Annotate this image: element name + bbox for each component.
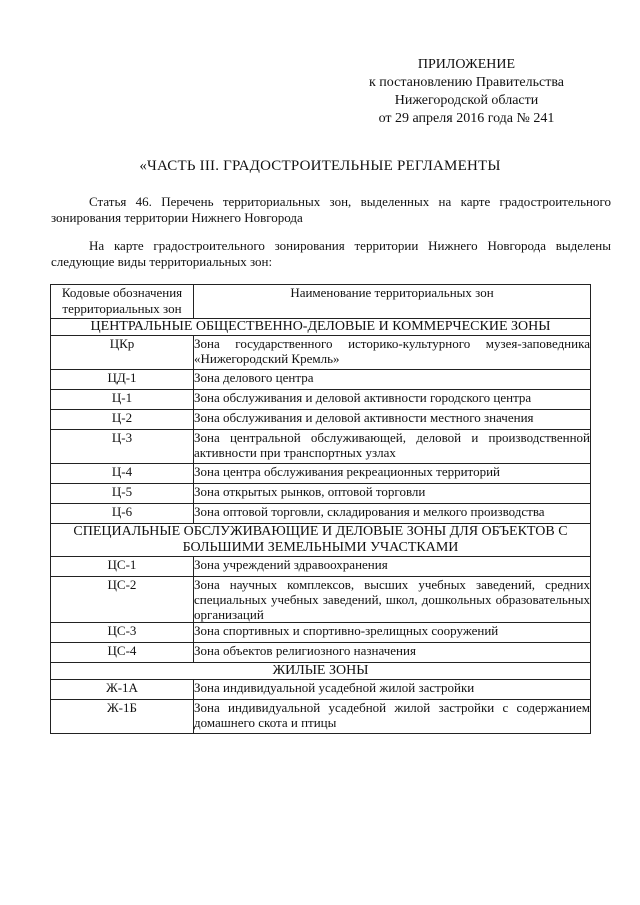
zone-name: Зона учреждений здравоохранения (194, 557, 591, 577)
zone-code: Ц-6 (51, 504, 194, 524)
table-row (51, 390, 591, 410)
zone-name: Зона государственного историко-культурного музея-заповедника «Нижегородский Кремль» (194, 336, 591, 370)
zone-name: Зона научных комплексов, высших учебных заведений, средних специальных учебных заведений, школ, дошкольных образовательных организаций (194, 577, 590, 622)
zone-name: Зона оптовой торговли, складирования и мелкого производства (194, 504, 591, 524)
section-row (51, 663, 591, 680)
zone-code: Ж-1А (51, 680, 194, 700)
article-heading (51, 194, 611, 226)
header-name: Наименование территориальных зон (194, 285, 591, 319)
zone-name: Зона открытых рынков, оптовой торговли (194, 484, 591, 504)
table-row (51, 643, 591, 663)
zone-name: Зона центральной обслуживающей, деловой и производственной активности при транспортных узлах (194, 430, 591, 464)
zone-name: Зона индивидуальной усадебной жилой застройки (194, 680, 591, 700)
intro-text: На карте градостроительного зонирования территории Нижнего Новгорода выделены следующие виды территориальных зон: (51, 238, 611, 269)
table-row (51, 623, 591, 643)
table-row (51, 410, 591, 430)
zone-name: Зона обслуживания и деловой активности местного значения (194, 410, 591, 430)
zone-code: Ц-1 (51, 390, 194, 410)
appendix-line: к постановлению Правительства (368, 75, 564, 90)
appendix-line: Нижегородской области (394, 93, 539, 108)
section-row (51, 524, 591, 557)
zone-name: Зона обслуживания и деловой активности городского центра (194, 390, 591, 410)
table-row (51, 504, 591, 524)
table-row (51, 557, 591, 577)
zones-table (50, 284, 591, 734)
table-row (51, 577, 591, 623)
intro-paragraph (51, 238, 611, 270)
table-row (51, 484, 591, 504)
zone-code: Ц-4 (51, 464, 194, 484)
zone-name: Зона центра обслуживания рекреационных территорий (194, 464, 591, 484)
table-row (51, 680, 591, 700)
section-row (51, 319, 591, 336)
table-row (51, 464, 591, 484)
zone-code: ЦКр (51, 336, 194, 370)
zone-name: Зона спортивных и спортивно-зрелищных сооружений (194, 623, 591, 643)
appendix-date: от 29 апреля 2016 года № 241 (378, 111, 555, 126)
table-header-row (51, 285, 591, 319)
zone-code: ЦС-2 (51, 577, 194, 623)
zone-code: Ц-2 (51, 410, 194, 430)
section-title: ЖИЛЫЕ ЗОНЫ (51, 663, 591, 680)
zone-name: Зона объектов религиозного назначения (194, 643, 591, 663)
section-title: ЦЕНТРАЛЬНЫЕ ОБЩЕСТВЕННО-ДЕЛОВЫЕ И КОММЕРЧЕСКИЕ ЗОНЫ (51, 319, 591, 336)
table-row (51, 336, 591, 370)
article-text: Статья 46. Перечень территориальных зон, выделенных на карте градостроительного зонирования территории Нижнего Новгорода (51, 194, 611, 225)
appendix-title: ПРИЛОЖЕНИЕ (417, 57, 516, 72)
zone-code: ЦД-1 (51, 370, 194, 390)
zone-code: Ц-5 (51, 484, 194, 504)
zone-code: ЦС-1 (51, 557, 194, 577)
zone-code: Ж-1Б (51, 700, 194, 734)
section-title: СПЕЦИАЛЬНЫЕ ОБСЛУЖИВАЮЩИЕ И ДЕЛОВЫЕ ЗОНЫ ДЛЯ ОБЪЕКТОВ С БОЛЬШИМИ ЗЕМЕЛЬНЫМИ УЧАСТКАМИ (51, 524, 591, 557)
zone-code: ЦС-3 (51, 623, 194, 643)
table-row (51, 370, 591, 390)
zone-name: Зона индивидуальной усадебной жилой застройки с содержанием домашнего скота и птицы (194, 700, 591, 734)
zone-code: Ц-3 (51, 430, 194, 464)
zone-code: ЦС-4 (51, 643, 194, 663)
table-row (51, 700, 591, 734)
appendix-header (369, 56, 564, 128)
table-row (51, 430, 591, 464)
zone-name: Зона делового центра (194, 370, 591, 390)
header-code: Кодовые обозначения территориальных зон (51, 285, 194, 319)
part-title: «ЧАСТЬ III. ГРАДОСТРОИТЕЛЬНЫЕ РЕГЛАМЕНТЫ (139, 158, 501, 174)
